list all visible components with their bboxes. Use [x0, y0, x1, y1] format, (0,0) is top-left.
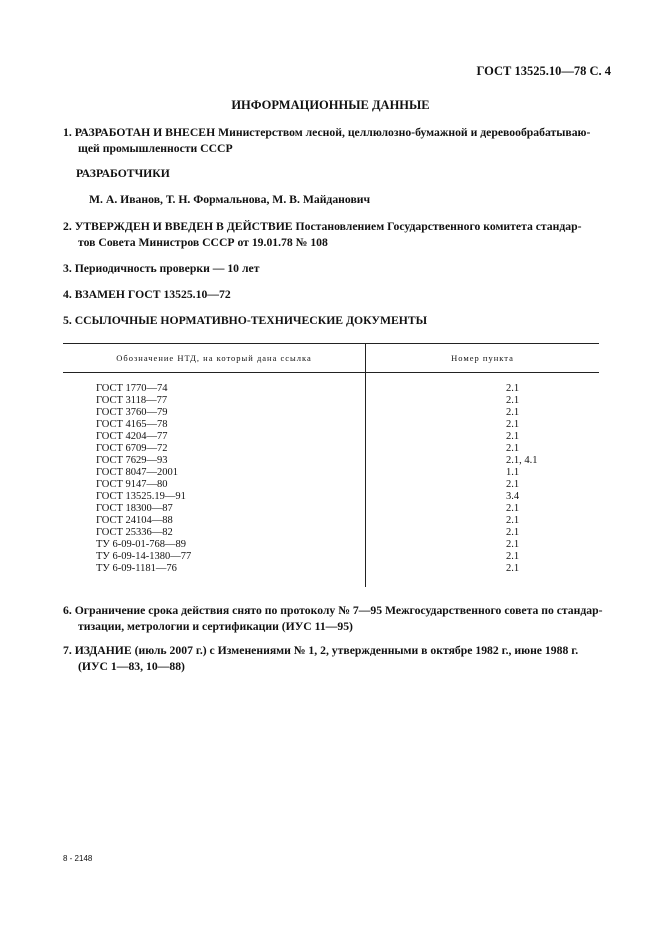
- table-body: [63, 373, 599, 588]
- developers-heading: РАЗРАБОТЧИКИ: [76, 167, 170, 180]
- row-clause: 2.1: [506, 563, 520, 574]
- page-header: ГОСТ 13525.10—78 С. 4: [476, 64, 611, 78]
- table-row: [63, 551, 599, 563]
- item-1-line1: 1. РАЗРАБОТАН И ВНЕСЕН Министерством лесной, целлюлозно-бумажной и деревообрабатываю-: [63, 126, 591, 139]
- item-7-line2: (ИУС 1—83, 10—88): [78, 660, 185, 673]
- table-row: [63, 407, 599, 419]
- table-row: [63, 539, 599, 551]
- item-2-line2: тов Совета Министров СССР от 19.01.78 № 108: [78, 236, 328, 249]
- row-document: ГОСТ 13525.19—91: [63, 491, 366, 503]
- row-document: ГОСТ 8047—2001: [63, 467, 366, 479]
- table-row: [63, 431, 599, 443]
- developers-list: М. А. Иванов, Т. Н. Формальнова, М. В. Майданович: [89, 193, 371, 206]
- row-clause: 1.1: [506, 467, 520, 478]
- item-7-line1: 7. ИЗДАНИЕ (июль 2007 г.) с Изменениями № 1, 2, утвержденными в октябре 1982 г., июне 1988 г.: [63, 644, 579, 657]
- row-clause: 3.4: [506, 491, 520, 502]
- row-document: ГОСТ 4204—77: [63, 431, 366, 443]
- row-clause: 2.1, 4.1: [506, 455, 538, 466]
- row-clause: 2.1: [506, 419, 520, 430]
- page-footer-code: 8 - 2148: [63, 854, 93, 863]
- row-document: ГОСТ 1770—74: [63, 383, 366, 395]
- row-clause: 2.1: [506, 503, 520, 514]
- table-row: [63, 491, 599, 503]
- table-row: [63, 383, 599, 395]
- table-row: [63, 419, 599, 431]
- row-clause: 2.1: [506, 479, 520, 490]
- row-clause: 2.1: [506, 395, 520, 406]
- item-5: 5. ССЫЛОЧНЫЕ НОРМАТИВНО-ТЕХНИЧЕСКИЕ ДОКУМЕНТЫ: [63, 314, 428, 327]
- item-7: [63, 643, 609, 675]
- table-row: [63, 443, 599, 455]
- item-4: 4. ВЗАМЕН ГОСТ 13525.10—72: [63, 288, 231, 301]
- row-clause: 2.1: [506, 515, 520, 526]
- item-6-line1: 6. Ограничение срока действия снято по протоколу № 7—95 Межгосударственного совета по стандар-: [63, 604, 603, 617]
- row-clause: 2.1: [506, 383, 520, 394]
- col-header-clause: Номер пункта: [366, 344, 600, 373]
- page-title: ИНФОРМАЦИОННЫЕ ДАННЫЕ: [231, 98, 430, 112]
- row-document: ГОСТ 18300—87: [63, 503, 366, 515]
- row-document: ТУ 6-09-01-768—89: [63, 539, 366, 551]
- row-document: ТУ 6-09-1181—76: [63, 563, 366, 575]
- row-clause: 2.1: [506, 407, 520, 418]
- row-clause: 2.1: [506, 551, 520, 562]
- row-document: ТУ 6-09-14-1380—77: [63, 551, 366, 563]
- table-row: [63, 467, 599, 479]
- item-3: 3. Периодичность проверки — 10 лет: [63, 262, 260, 275]
- row-document: ГОСТ 3760—79: [63, 407, 366, 419]
- item-6-line2: тизации, метрологии и сертификации (ИУС 11—95): [78, 620, 353, 633]
- row-clause: 2.1: [506, 539, 520, 550]
- row-clause: 2.1: [506, 443, 520, 454]
- row-document: ГОСТ 4165—78: [63, 419, 366, 431]
- item-1-line2: щей промышленности СССР: [78, 142, 233, 155]
- table-row: [63, 395, 599, 407]
- row-document: ГОСТ 3118—77: [63, 395, 366, 407]
- row-clause: 2.1: [506, 431, 520, 442]
- table-header-row: [63, 344, 599, 373]
- table-row: [63, 563, 599, 575]
- row-document: ГОСТ 24104—88: [63, 515, 366, 527]
- item-6: [63, 603, 609, 635]
- table-row: [63, 455, 599, 467]
- table-row: [63, 503, 599, 515]
- reference-table: [63, 343, 599, 587]
- col-header-document: Обозначение НТД, на который дана ссылка: [63, 344, 366, 373]
- table-row: [63, 527, 599, 539]
- row-document: ГОСТ 9147—80: [63, 479, 366, 491]
- item-2: [63, 219, 609, 251]
- item-1: [63, 125, 609, 157]
- table-row: [63, 479, 599, 491]
- table-row: [63, 515, 599, 527]
- row-document: ГОСТ 25336—82: [63, 527, 366, 539]
- item-2-line1: 2. УТВЕРЖДЕН И ВВЕДЕН В ДЕЙСТВИЕ Постановлением Государственного комитета стандар-: [63, 220, 582, 233]
- row-clause: 2.1: [506, 527, 520, 538]
- row-document: ГОСТ 6709—72: [63, 443, 366, 455]
- row-document: ГОСТ 7629—93: [63, 455, 366, 467]
